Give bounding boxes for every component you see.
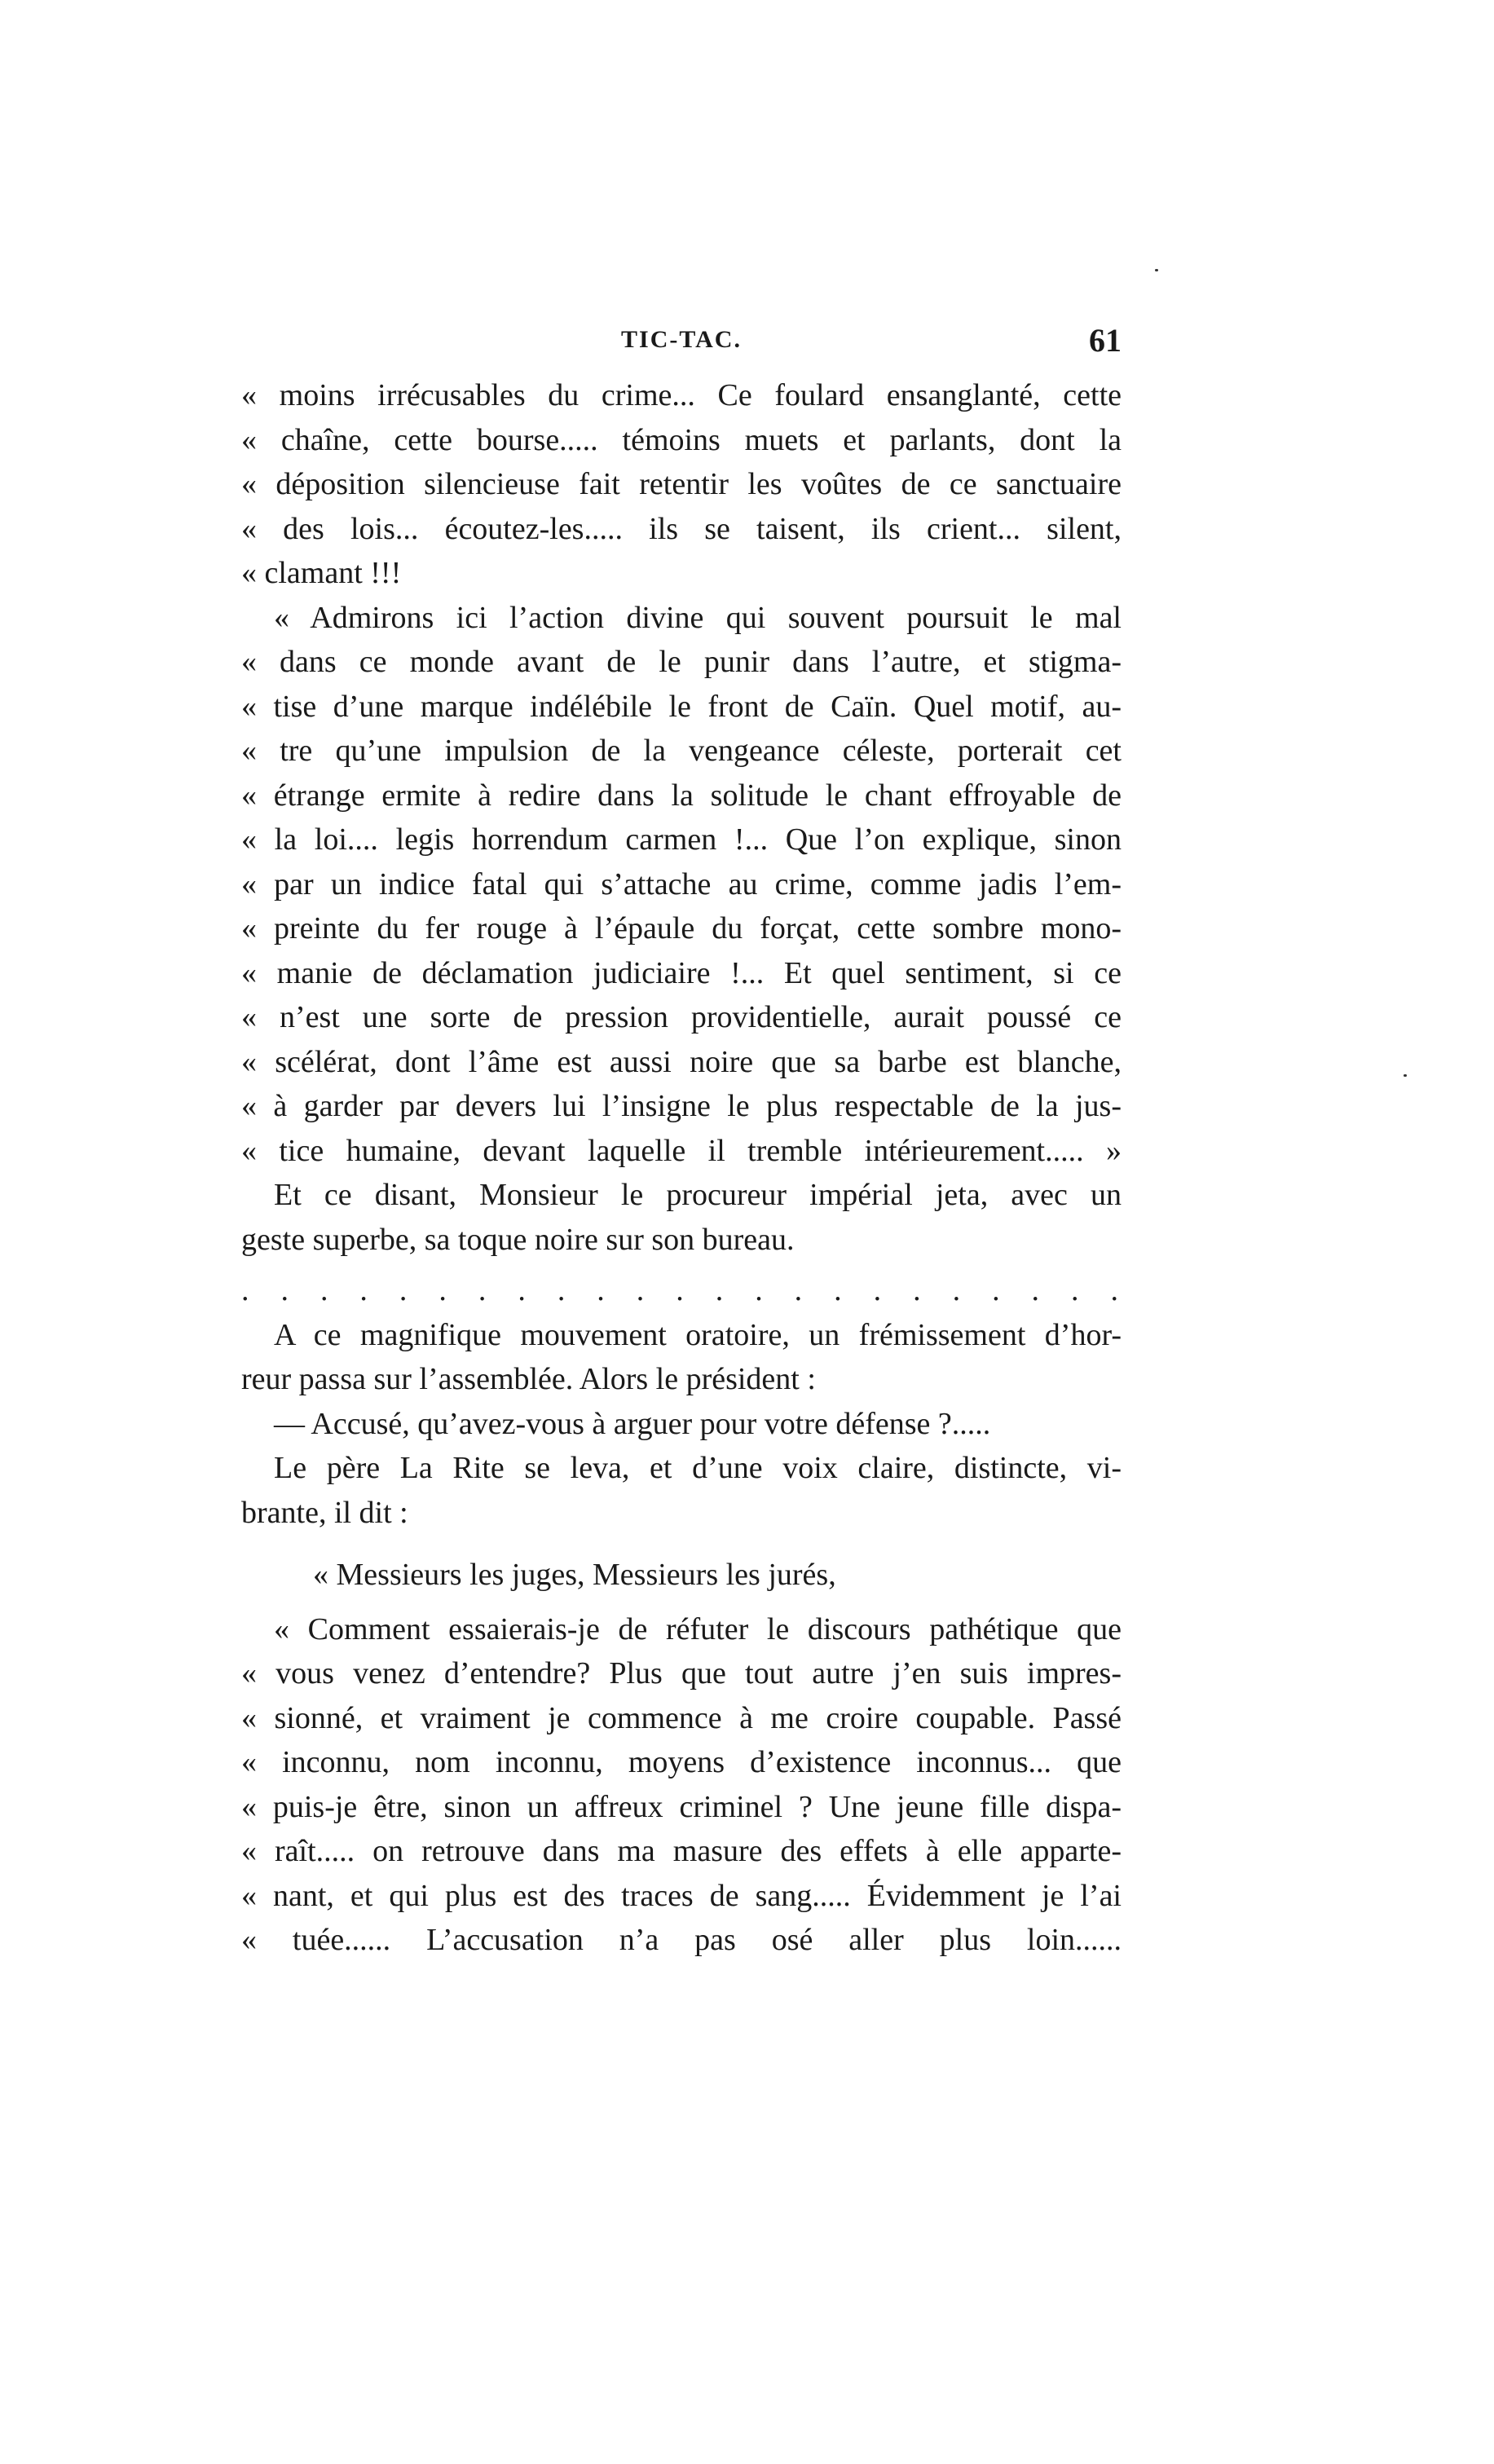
text-line: Et ce disant, Monsieur le procureur impérial jeta, avec un [274,1178,1122,1212]
text-line: « vous venez d’entendre? Plus que tout autre j’en suis impres- [241,1656,1122,1690]
text-line: « manie de déclamation judiciaire !... Et quel sentiment, si ce [241,955,1122,990]
text-line: « à garder par devers lui l’insigne le plus respectable de la jus- [241,1089,1122,1123]
text-line: « n’est une sorte de pression providentielle, aurait poussé ce [241,1000,1122,1034]
text-line: « la loi.... legis horrendum carmen !... Que l’on explique, sinon [241,822,1122,857]
paper-speck [1155,269,1158,271]
text-line: « preinte du fer rouge à l’épaule du forçat, cette sombre mono- [241,911,1122,945]
text-line: « des lois... écoutez-les..... ils se taisent, ils crient... silent, [241,511,1122,546]
body-text [241,373,1122,1963]
paper-speck [1404,1074,1407,1077]
text-line: Le père La Rite se leva, et d’une voix claire, distincte, vi- [274,1451,1122,1485]
text-line: « chaîne, cette bourse..... témoins muets et parlants, dont la [241,422,1122,457]
text-line: « tre qu’une impulsion de la vengeance céleste, porterait cet [241,734,1122,768]
spacer [241,1598,1122,1607]
text-line: « raît..... on retrouve dans ma masure des effets à elle apparte- [241,1834,1122,1868]
dotted-separator: . . . . . . . . . . . . . . . . . . . . . . . [241,1273,1122,1307]
text-line: reur passa sur l’assemblée. Alors le président : [241,1362,816,1396]
text-line: « par un indice fatal qui s’attache au crime, comme jadis l’em- [241,866,1122,901]
text-line: « déposition silencieuse fait retentir les voûtes de ce sanctuaire [241,467,1122,501]
running-title: TIC-TAC. [621,326,742,353]
text-line: « moins irrécusables du crime... Ce foulard ensanglanté, cette [241,378,1122,412]
text-line: « étrange ermite à redire dans la solitude le chant effroyable de [241,778,1122,813]
text-line: « nant, et qui plus est des traces de sang..... Évidemment je l’ai [241,1878,1122,1913]
text-line: « Messieurs les juges, Messieurs les jurés, [313,1558,836,1592]
text-line: A ce magnifique mouvement oratoire, un frémissement d’hor- [274,1317,1122,1352]
text-line: « scélérat, dont l’âme est aussi noire que sa barbe est blanche, [241,1044,1122,1079]
text-line: — Accusé, qu’avez-vous à arguer pour votre défense ?..... [274,1406,991,1441]
text-line: « puis-je être, sinon un affreux criminel ? Une jeune fille dispa- [241,1789,1122,1824]
text-line: « tuée...... L’accusation n’a pas osé aller plus loin...... [241,1923,1122,1957]
text-line: « tice humaine, devant laquelle il tremble intérieurement..... » [241,1133,1122,1168]
text-line: brante, il dit : [241,1495,408,1530]
page-number: 61 [1089,322,1122,359]
text-line: « inconnu, nom inconnu, moyens d’existence inconnus... que [241,1745,1122,1779]
text-line: « sionné, et vraiment je commence à me croire coupable. Passé [241,1700,1122,1735]
running-head [241,322,1122,367]
text-line: « clamant !!! [241,556,402,590]
text-line: « dans ce monde avant de le punir dans l’autre, et stigma- [241,645,1122,679]
text-line: « tise d’une marque indélébile le front de Caïn. Quel motif, au- [241,689,1122,724]
text-line: geste superbe, sa toque noire sur son bureau. [241,1222,795,1257]
text-line: « Admirons ici l’action divine qui souvent poursuit le mal [274,600,1122,635]
text-line: « Comment essaierais-je de réfuter le discours pathétique que [274,1611,1122,1646]
spacer [241,1535,1122,1553]
